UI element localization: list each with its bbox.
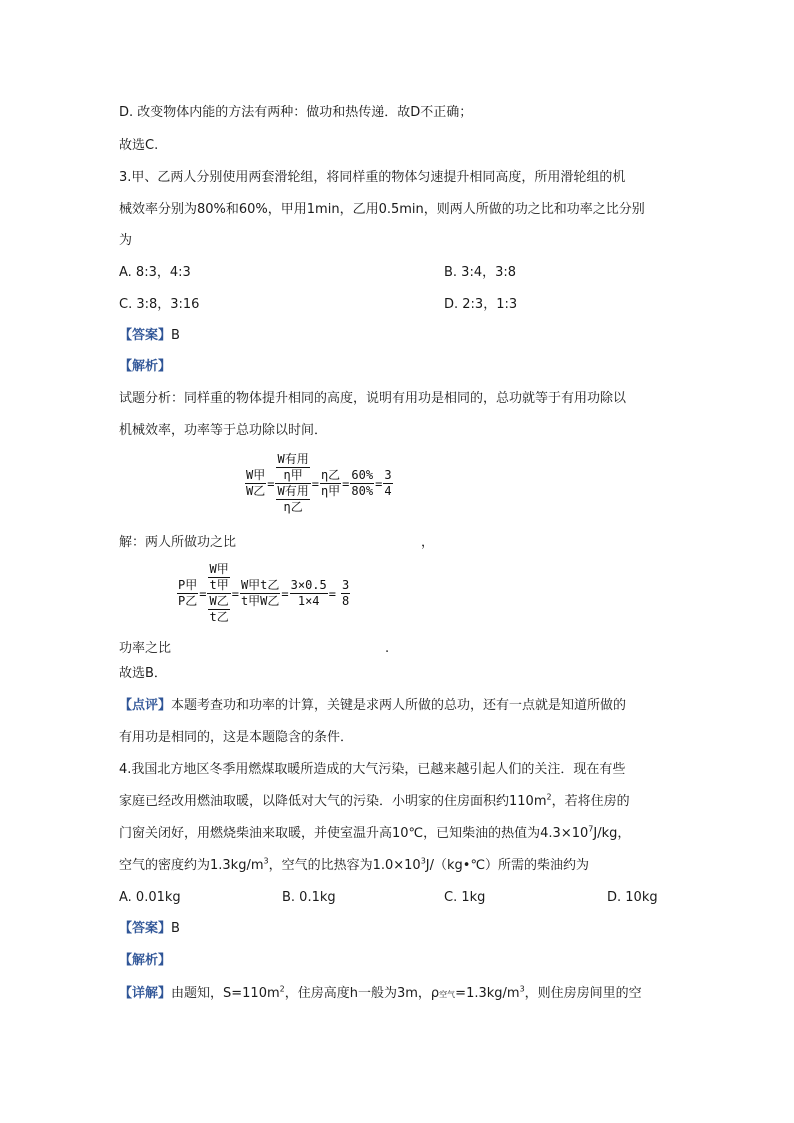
analysis-line: 机械效率，功率等于总功除以时间．: [119, 423, 328, 438]
work-ratio-formula: [245, 452, 393, 515]
option-a: A. 8:3，4:3: [119, 265, 191, 280]
review-line: [119, 697, 626, 715]
option-c: C. 1kg: [444, 890, 486, 905]
option-d: D. 2:3，1:3: [444, 297, 518, 312]
power-ratio-line: 功率之比: [119, 641, 172, 656]
question-3-line: 3.甲、乙两人分别使用两套滑轮组，将同样重的物体匀速提升相同高度，所用滑轮组的机: [119, 170, 626, 185]
calc-den: 1×4: [297, 594, 320, 608]
answer-value: B: [171, 921, 180, 936]
p-ratio-frac: [177, 578, 198, 609]
superscript: 2: [279, 984, 285, 994]
detail-text: ，住房高度h一般为3m，ρ: [284, 986, 440, 1001]
superscript: 3: [420, 856, 426, 866]
calc-num: 3×0.5: [290, 578, 327, 592]
eta-jia: η甲: [283, 468, 303, 482]
q4-text: 家庭已经改用燃油取暖，以降低对大气的污染．小明家的住房面积约110m: [119, 794, 547, 809]
result-frac: [341, 578, 350, 609]
text-line: D. 改变物体内能的方法有两种：做功和热传递．故D不正确；: [119, 105, 473, 120]
w-yi: W乙: [246, 484, 266, 498]
equals-sign: =: [281, 586, 289, 601]
result-num: 3: [341, 578, 350, 592]
p-yi: P乙: [178, 594, 198, 608]
w-jia: W甲: [246, 468, 266, 482]
option-b: B. 0.1kg: [282, 890, 336, 905]
period: .: [385, 641, 390, 656]
superscript: 3: [263, 856, 269, 866]
answer-tag: 【答案】: [119, 921, 172, 936]
detail-tag: 【详解】: [119, 986, 172, 1001]
eta-yi: η乙: [283, 500, 303, 514]
eta-yi: η乙: [320, 468, 341, 482]
analysis-tag-line: [119, 358, 171, 376]
p-jia: P甲: [178, 578, 198, 592]
q4-text: J/kg，: [593, 826, 631, 841]
text-line: 故选C.: [119, 138, 159, 153]
mid-den: t甲W乙: [240, 594, 280, 608]
answer-value: B: [171, 328, 180, 343]
review-text: 本题考查功和功率的计算，关键是求两人所做的总功，还有一点就是知道所做的: [171, 698, 627, 713]
question-4-line: 4.我国北方地区冬季用燃煤取暖所造成的大气污染，已越来越引起人们的关注．现在有些: [119, 762, 626, 777]
answer-tag: 【答案】: [119, 328, 172, 343]
equals-sign: =: [328, 586, 336, 601]
option-c: C. 3:8，3:16: [119, 297, 200, 312]
superscript: 2: [546, 792, 552, 802]
analysis-tag: 【解析】: [119, 953, 172, 968]
equals-sign: =: [375, 476, 383, 491]
w-youyong: W有用: [277, 452, 309, 466]
option-b: B. 3:4，3:8: [444, 265, 517, 280]
answer-line: [119, 327, 180, 345]
w-jia: W甲: [209, 562, 229, 576]
w-ratio-frac: [245, 468, 266, 499]
w-yi: W乙: [209, 594, 229, 608]
question-3-line: 械效率分别为80%和60%，甲用1min，乙用0.5min，则两人所做的功之比和功率之比分别: [119, 202, 645, 217]
result-num: 3: [384, 468, 392, 482]
result-frac: [383, 468, 392, 499]
equals-sign: =: [231, 586, 239, 601]
equals-sign: =: [311, 476, 319, 491]
detail-text: =1.3kg/m: [455, 986, 520, 1001]
mid-num: W甲t乙: [240, 578, 280, 592]
q4-text: ，空气的比热容为1.0×10: [268, 858, 421, 873]
analysis-tag-line: [119, 952, 171, 970]
equals-sign: =: [342, 476, 350, 491]
detail-text: 由题知，S=110m: [171, 986, 280, 1001]
superscript: 7: [588, 824, 594, 834]
option-d: D. 10kg: [607, 890, 658, 905]
q4-text: 空气的密度约为1.3kg/m: [119, 858, 264, 873]
question-4-line: [119, 825, 630, 843]
analysis-tag: 【解析】: [119, 359, 172, 374]
equals-sign: =: [199, 586, 207, 601]
t-jia: t甲: [209, 578, 229, 592]
detail-line: [119, 985, 642, 1004]
power-ratio-formula: [177, 562, 350, 625]
compound-frac: [207, 562, 230, 625]
pct-80: 80%: [351, 484, 374, 498]
detail-text: ，则住房房间里的空: [524, 986, 642, 1001]
compound-frac: [275, 452, 310, 515]
calc-frac: [290, 578, 328, 609]
solve-line: 解：两人所做功之比: [119, 535, 237, 550]
w-youyong: W有用: [277, 484, 309, 498]
comma: ，: [421, 535, 435, 550]
eta-ratio-frac: [320, 468, 341, 499]
choose-line: 故选B．: [119, 666, 167, 681]
superscript: 3: [519, 984, 525, 994]
q4-text: ，若将住房的: [551, 794, 630, 809]
q4-text: J/（kg•℃）所需的柴油约为: [425, 858, 590, 873]
review-tag: 【点评】: [119, 698, 172, 713]
eta-jia: η甲: [320, 484, 341, 498]
analysis-line: 试题分析：同样重的物体提升相同的高度，说明有用功是相同的，总功就等于有用功除以: [119, 391, 627, 406]
question-3-line: 为: [119, 233, 133, 248]
subscript: 空气: [439, 990, 456, 999]
answer-line: [119, 920, 180, 938]
question-4-line: [119, 793, 630, 811]
mid-frac: [240, 578, 280, 609]
review-line: 有用功是相同的，这是本题隐含的条件．: [119, 730, 354, 745]
t-yi: t乙: [209, 610, 229, 624]
q4-text: 门窗关闭好，用燃烧柴油来取暖，并使室温升高10℃，已知柴油的热值为4.3×10: [119, 826, 589, 841]
question-4-line: [119, 857, 589, 875]
result-den: 4: [384, 484, 392, 498]
equals-sign: =: [267, 476, 275, 491]
result-den: 8: [341, 594, 350, 608]
option-a: A. 0.01kg: [119, 890, 181, 905]
pct-frac: [350, 468, 374, 499]
pct-60: 60%: [351, 468, 374, 482]
